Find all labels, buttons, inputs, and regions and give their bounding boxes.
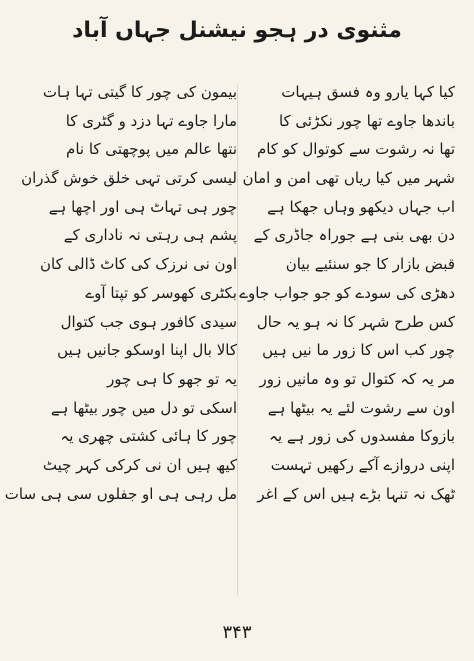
verse-line: بکٹری کھوسر کو تپتا آوے bbox=[85, 283, 237, 302]
verse-line: باندھا جاوے تھا چور نکڑئی کا bbox=[278, 111, 455, 130]
verse-line: نتھا عالم میں پوچھتی کا نام bbox=[66, 140, 237, 159]
verse-line: کس طرح شہر کا نہ ہو یہ حال bbox=[256, 312, 455, 331]
verse-line: مارا جاوے تہا دزد و گٹری کا bbox=[65, 111, 237, 130]
verse-line: بازوکا مفسدوں کی زور ہے یہ bbox=[269, 427, 455, 446]
verse-line: اون سے رشوت لئے یہ بیٹھا ہے bbox=[267, 398, 455, 417]
page-title: مثنوی در ہجو نیشنل جہاں آباد bbox=[72, 18, 402, 43]
verse-line: دھڑی کی سودے کو جو جواب جاوے bbox=[239, 283, 455, 302]
column-divider bbox=[237, 85, 238, 595]
verse-line: کیا کہا یارو وہ فسق ہیہات bbox=[281, 83, 455, 101]
verse-line: مر یہ کہ کتوال تو وہ مانیں زور bbox=[259, 369, 455, 388]
right-verse-column bbox=[239, 78, 455, 508]
verse-line: چور کب اس کا زور ما نیں ہیں bbox=[262, 341, 455, 360]
verse-line: چور کا ہائی کشتی چھری یہ bbox=[60, 427, 237, 446]
verse-line: شہر میں کیا ریاں تھی امن و امان bbox=[242, 169, 455, 188]
page-number: ۳۴۳ bbox=[222, 622, 252, 643]
verse-line: ٹھک نہ تنہا بڑے ہیں اس کے اغر bbox=[257, 484, 455, 503]
verse-line: لیسی کرتی تہی خلق خوش گذران bbox=[21, 169, 237, 188]
verse-line: چور ہی تہاٹ ہی اور اچھا ہے bbox=[48, 197, 237, 216]
verse-line: یہ تو جھو کا ہی چور bbox=[107, 369, 237, 388]
verse-line: قبض بازار کا جو سنئیے بیان bbox=[285, 255, 455, 274]
verse-line: اب جہاں دیکھو وہاں جھکا ہے bbox=[267, 197, 455, 216]
verse-line: بیمون کی چور کا گیتی تہا ہات bbox=[42, 83, 237, 101]
verse-line: اپنی دروازے آکے رکھیں تہست bbox=[270, 455, 455, 474]
verse-line: پشم ہی رہتی نہ ناداری کے bbox=[63, 226, 237, 245]
verse-line: دن بھی بنی ہے جوراہ جاڈری کے bbox=[253, 226, 455, 245]
verse-line: تھا نہ رشوت سے کوتوال کو کام bbox=[256, 140, 455, 159]
verse-line: اون نی نرزک کی کاٹ ڈالی کان bbox=[40, 255, 237, 274]
verse-line: مل رہی ہی او جفلوں سی ہی سات bbox=[4, 484, 237, 503]
left-verse-column bbox=[4, 78, 237, 508]
verse-line: کالا بال اپنا اوسکو جانیں ہیں bbox=[57, 341, 237, 360]
verse-line: سیدی کافور ہوی جب کتوال bbox=[60, 312, 237, 331]
verse-line: اسکی تو دل میں چور بیٹھا ہے bbox=[50, 398, 237, 417]
verse-line: کیھ ہیں ان نی کرکی کہر چیٹ bbox=[42, 455, 237, 474]
